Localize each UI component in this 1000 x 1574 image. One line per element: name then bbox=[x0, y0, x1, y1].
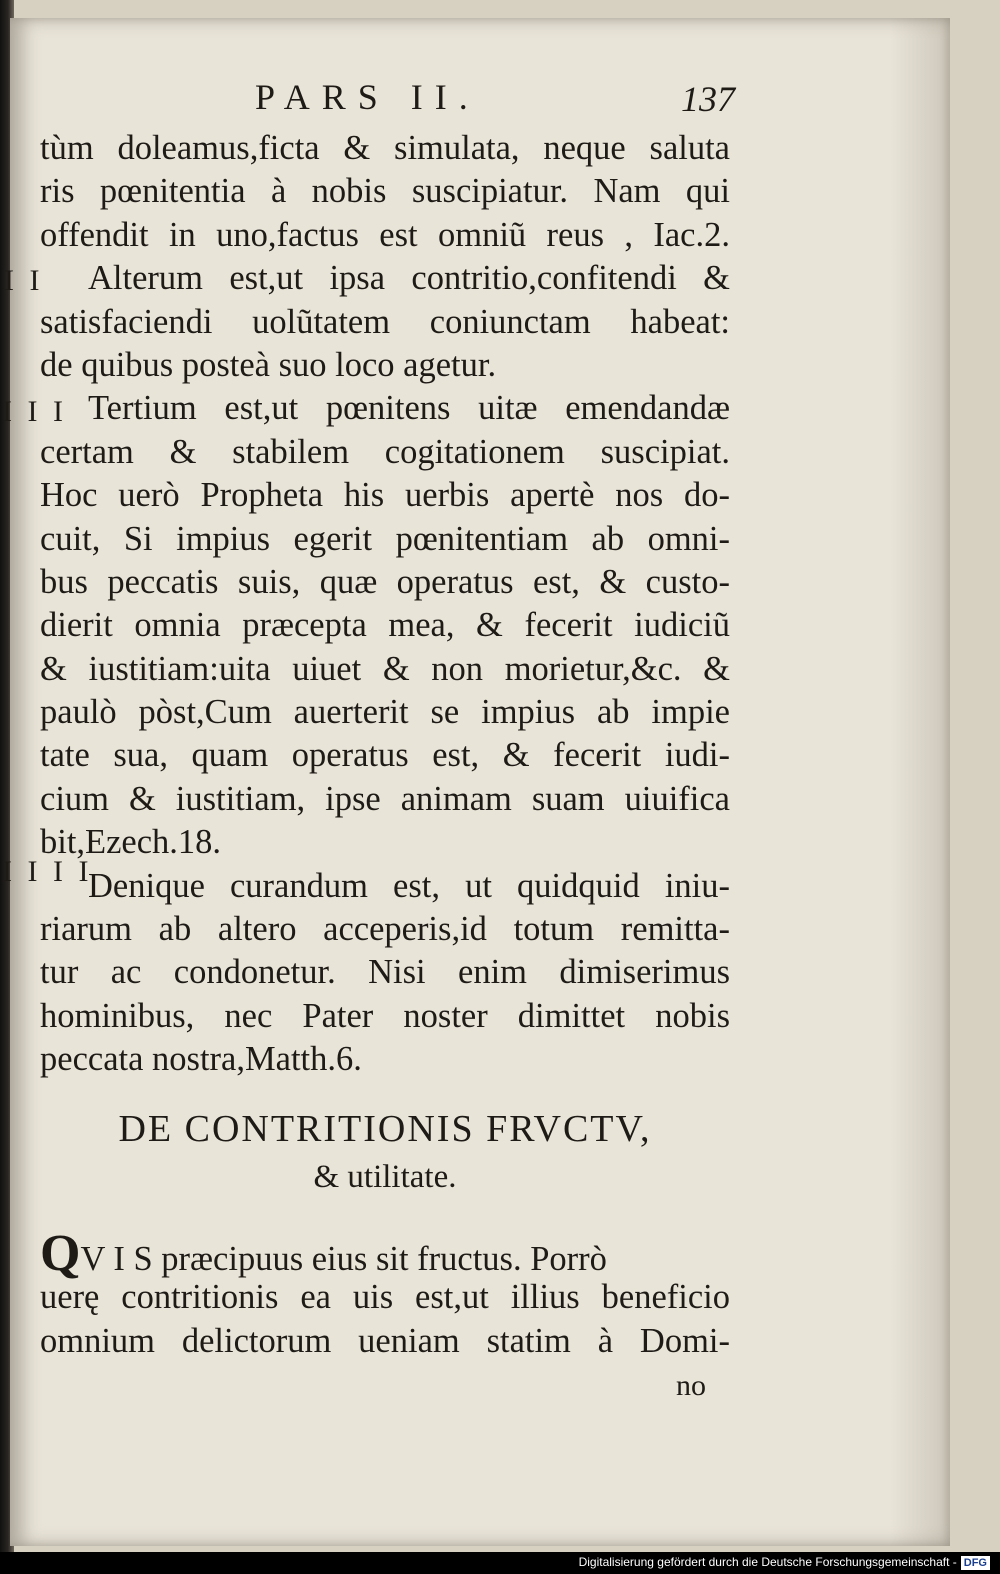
dfg-logo: DFG bbox=[961, 1556, 990, 1570]
text-line: omnium delictorum ueniam statim à Domi- bbox=[40, 1321, 730, 1360]
text-line: ris pœnitentia à nobis suscipiatur. Nam qui bbox=[40, 172, 730, 211]
text-line: tùm doleamus,ficta & simulata, neque saluta bbox=[40, 129, 730, 167]
text-line: tur ac condonetur. Nisi enim dimiserimus bbox=[40, 953, 730, 992]
footer-credit-text: Digitalisierung gefördert durch die Deutsche Forschungsgemeinschaft - bbox=[578, 1555, 957, 1569]
margin-number: I I I I bbox=[2, 855, 93, 888]
text-line: tate sua, quam operatus est, & fecerit iudi- bbox=[40, 736, 730, 775]
footer-credit bbox=[579, 1555, 990, 1570]
catchword: no bbox=[676, 1369, 706, 1402]
text-line: hominibus, nec Pater noster dimittet nobis bbox=[40, 996, 730, 1035]
first-line-rest: V I S præcipuus eius sit fructus. Porrò bbox=[80, 1240, 607, 1278]
drop-cap: Q bbox=[40, 1225, 81, 1282]
running-head bbox=[255, 76, 735, 120]
page-shading bbox=[890, 18, 950, 1546]
text-line: cium & iustitiam, ipse animam suam uiuifica bbox=[40, 779, 730, 818]
page-number: 137 bbox=[681, 79, 735, 119]
margin-number: I I bbox=[4, 264, 44, 297]
text-line: Hoc uerò Propheta his uerbis apertè nos do- bbox=[40, 476, 730, 515]
text-line: offendit in uno,factus est omniũ reus , Iac.2. bbox=[40, 215, 730, 254]
text-line bbox=[40, 1225, 730, 1282]
text-line: bit,Ezech.18. bbox=[40, 823, 222, 862]
running-head-title: PARS II. bbox=[255, 77, 480, 117]
text-line: satisfaciendi uolũtatem coniunctam habeat: bbox=[40, 302, 730, 341]
heading-line-2: & utilitate. bbox=[313, 1159, 457, 1195]
margin-number: I I I bbox=[2, 395, 67, 428]
paragraph bbox=[40, 1225, 730, 1362]
text-line: paulò pòst,Cum auerterit se impius ab impie bbox=[40, 693, 730, 732]
text-line: riarum ab altero acceperis,id totum remitta- bbox=[40, 910, 730, 949]
text-line: certam & stabilem cogitationem suscipiat. bbox=[40, 432, 730, 471]
text-line: bus peccatis suis, quæ operatus est, & custo- bbox=[40, 562, 730, 601]
text-line: & iustitiam:uita uiuet & non morietur,&c. & bbox=[40, 649, 730, 688]
body-text bbox=[40, 127, 730, 1082]
text-line: uerę contritionis ea uis est,ut illius beneficio bbox=[40, 1278, 730, 1317]
text-line: Alterum est,ut ipsa contritio,confitendi & bbox=[88, 259, 730, 298]
text-line: Denique curandum est, ut quidquid iniu- bbox=[88, 866, 730, 905]
text-line: cuit, Si impius egerit pœnitentiam ab omni- bbox=[40, 519, 730, 558]
text-line: dierit omnia præcepta mea, & fecerit iudiciũ bbox=[40, 606, 730, 645]
text-line: peccata nostra,Matth.6. bbox=[40, 1040, 362, 1079]
section-heading bbox=[40, 1106, 730, 1202]
text-line: Tertium est,ut pœnitens uitæ emendandæ bbox=[88, 389, 730, 428]
text-line: de quibus posteà suo loco agetur. bbox=[40, 345, 497, 384]
heading-line-1: DE CONTRITIONIS FRVCTV, bbox=[118, 1108, 652, 1150]
